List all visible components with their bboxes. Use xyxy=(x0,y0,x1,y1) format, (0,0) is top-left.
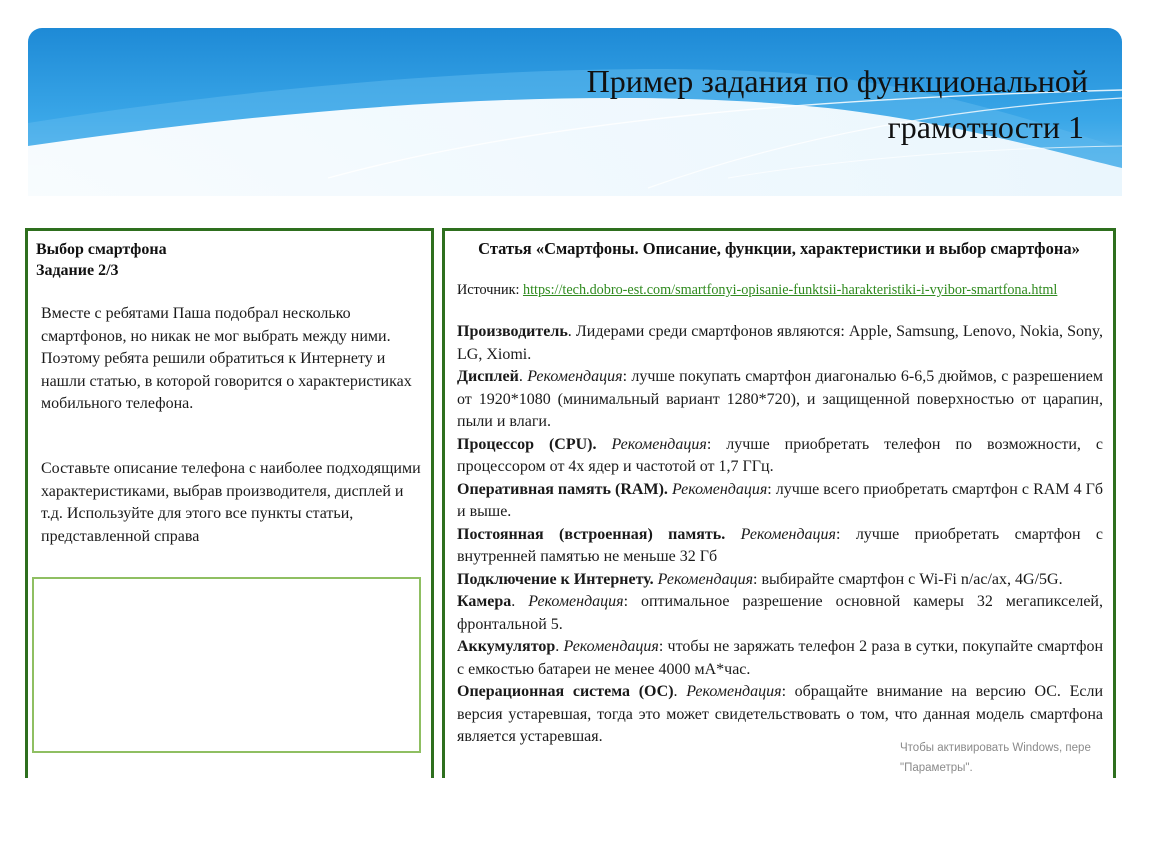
task-heading: Выбор смартфона xyxy=(36,241,167,258)
article-source xyxy=(457,281,1107,300)
article-item-name: Оперативная память (RAM). xyxy=(457,480,668,498)
article-item xyxy=(457,434,1103,479)
article-item-text: : обращайте внимание на версию ОС. Если версия устаревшая, тогда это может свидетельствовать о том, что данная модель смартфона является устаревшая. xyxy=(457,683,1104,745)
article-title: Статья «Смартфоны. Описание, функции, характеристики и выбор смартфона» xyxy=(478,239,1080,258)
article-item-separator: . xyxy=(511,593,529,610)
task-panel xyxy=(25,228,434,778)
source-link[interactable]: https://tech.dobro-est.com/smartfonyi-opisanie-funktsii-harakteristiki-i-vyibor-smartfona.html xyxy=(522,282,1058,298)
task-number: Задание 2/3 xyxy=(36,262,119,279)
slide-title xyxy=(420,58,1088,150)
windows-activation-watermark-line2: "Параметры". xyxy=(900,762,973,774)
article-item-name: Операционная система (ОС) xyxy=(457,683,674,700)
article-item-recommendation: Рекомендация xyxy=(657,570,754,588)
article-items-list xyxy=(457,321,1103,749)
article-item xyxy=(457,591,1103,636)
article-item-recommendation: Рекомендация xyxy=(527,368,623,385)
task-paragraph-1: Вместе с ребятами Паша подобрал несколько смартфонов, но никак не мог выбрать между ними. Поэтому ребята решили обратиться к Интернету и нашли статью, в которой говорится о характеристиках мобильного телефона. xyxy=(41,305,412,413)
article-item-name: Процессор (CPU). xyxy=(457,435,597,453)
article-item-recommendation: Рекомендация xyxy=(528,593,624,610)
article-item-separator: . xyxy=(518,368,528,385)
article-item-name: Камера xyxy=(457,593,512,610)
article-item-separator: . xyxy=(567,323,576,340)
article-panel xyxy=(442,228,1116,778)
article-item-name: Производитель xyxy=(457,323,568,340)
article-item-name: Постоянная (встроенная) память. xyxy=(457,525,726,543)
article-item-name: Дисплей xyxy=(457,368,519,385)
article-item-text: : оптимальное разрешение основной камеры 32 мегапикселей, фронтальной 5. xyxy=(457,593,1103,633)
article-item-text: Лидерами среди смартфонов являются: Apple, Samsung, Lenovo, Nokia, Sony, LG, Xiomi. xyxy=(457,323,1103,363)
article-item-recommendation: Рекомендация xyxy=(740,525,836,543)
article-item xyxy=(457,366,1103,434)
article-item-recommendation: Рекомендация xyxy=(563,638,659,655)
article-item-name: Подключение к Интернету. xyxy=(457,570,654,588)
article-item-text: : лучше приобретать телефон по возможности, с процессором от 4х ядер и частотой от 1,7 ГГц. xyxy=(457,435,1104,475)
article-item-name: Аккумулятор xyxy=(457,638,556,655)
source-label: Источник: xyxy=(457,282,523,298)
article-item xyxy=(457,524,1103,569)
article-item-text: : чтобы не заряжать телефон 2 раза в сутки, покупайте смартфон с емкостью батареи не менее 4000 мА*час. xyxy=(457,638,1104,678)
article-item-separator xyxy=(725,526,740,543)
article-item-text: : выбирайте смартфон с Wi-Fi n/ac/ax, 4G/5G. xyxy=(753,570,1063,588)
article-item xyxy=(457,636,1103,681)
article-item-text: : лучше приобретать смартфон с внутренней памятью не меньше 32 Гб xyxy=(457,525,1103,565)
article-item-text: : лучше всего приобретать смартфон с RAM 4 Гб и выше. xyxy=(457,480,1103,520)
article-item-separator xyxy=(596,436,611,453)
article-item-separator: . xyxy=(555,638,564,655)
slide-title-line1: Пример задания по функциональной xyxy=(586,63,1088,99)
article-item xyxy=(457,681,1103,749)
article-item xyxy=(457,569,1103,592)
windows-activation-watermark-line1: Чтобы активировать Windows, пере xyxy=(900,742,1091,754)
slide-title-line2: грамотности 1 xyxy=(887,109,1084,145)
task-paragraph-2: Составьте описание телефона с наиболее подходящими характеристиками, выбрав производителя, дисплей и т.д. Используйте для этого все пункты статьи, представленной справа xyxy=(41,460,421,545)
article-item-separator: . xyxy=(673,683,687,700)
article-item-recommendation: Рекомендация xyxy=(686,683,782,700)
article-item-recommendation: Рекомендация xyxy=(671,480,768,498)
article-item-text: : лучше покупать смартфон диагональю 6-6,5 дюймов, с разрешением от 1920*1080 (минимальный вариант 1280*720), и защищенной поверхностью от царапин, пыли и влаги. xyxy=(457,368,1104,430)
task-header xyxy=(36,239,167,281)
answer-input-box[interactable] xyxy=(32,577,421,753)
article-item-recommendation: Рекомендация xyxy=(611,435,707,453)
article-item xyxy=(457,479,1103,524)
article-item xyxy=(457,321,1103,366)
